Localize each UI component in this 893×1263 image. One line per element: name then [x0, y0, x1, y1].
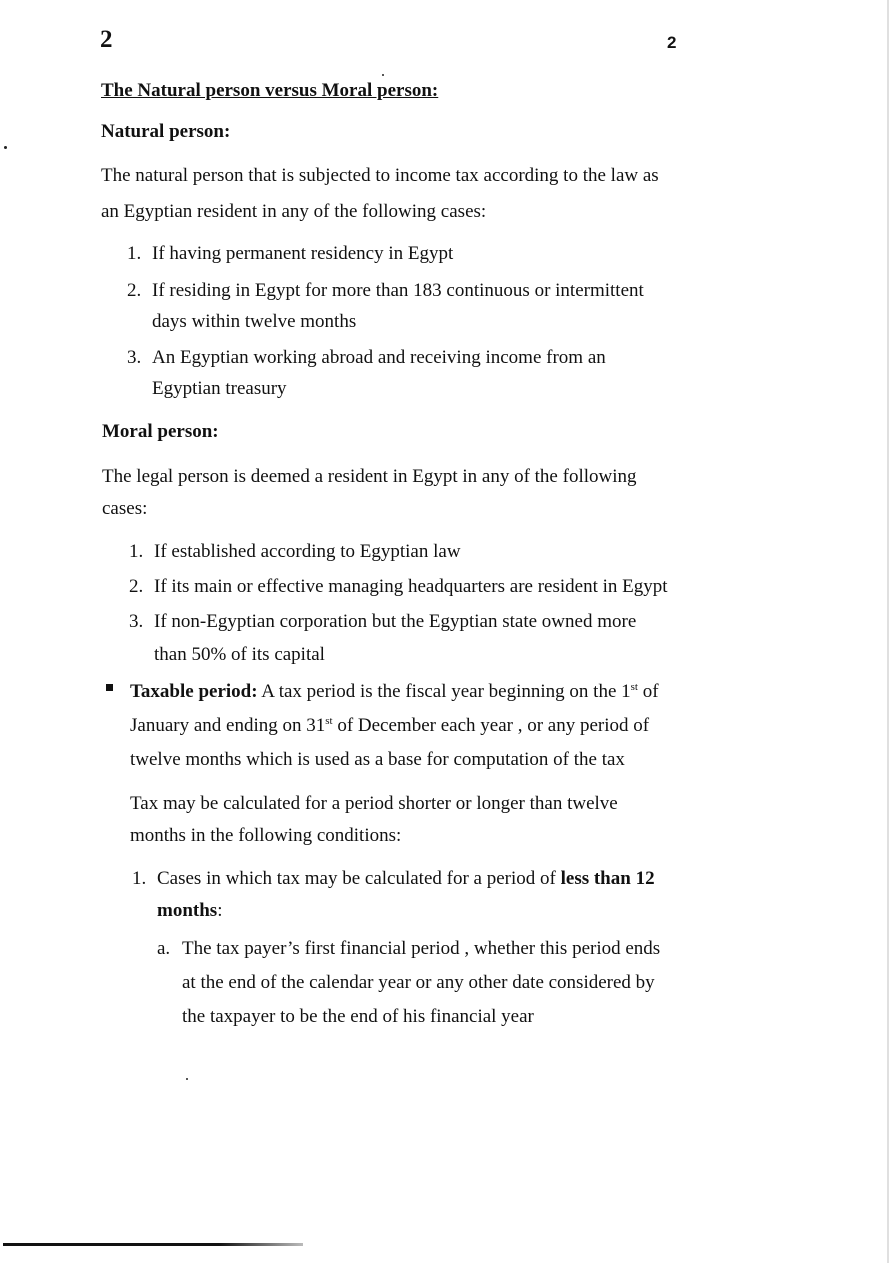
taxable-line-2 [130, 715, 649, 737]
list-text: If established according to Egyptian law [154, 541, 461, 562]
list-number: 3. [127, 347, 142, 368]
taxable-line-3: twelve months which is used as a base for computation of the tax [130, 749, 625, 770]
list-text: If non-Egyptian corporation but the Egyptian state owned more [154, 611, 637, 632]
list-number: 3. [129, 611, 144, 632]
list-text: If residing in Egypt for more than 183 continuous or intermittent [152, 280, 644, 301]
natural-item-2-cont: days within twelve months [152, 311, 357, 332]
moral-intro-line-1: The legal person is deemed a resident in Egypt in any of the following [102, 466, 637, 487]
natural-intro-line-1: The natural person that is subjected to income tax according to the law as [101, 165, 659, 186]
list-text: If its main or effective managing headquarters are resident in Egypt [154, 576, 668, 597]
superscript: st [325, 715, 333, 727]
sub-text: The tax payer’s first financial period , whether this period ends [182, 938, 661, 959]
page-number-right: 2 [667, 33, 677, 52]
natural-item-3 [127, 347, 606, 369]
page-number-left: 2 [100, 26, 113, 53]
moral-item-2 [129, 576, 668, 598]
sub-a-line-1 [157, 938, 660, 960]
scan-speck [186, 1078, 188, 1080]
taxable-text: A tax period is the fiscal year beginning on the 1 [257, 681, 631, 702]
bottom-rule [3, 1243, 303, 1246]
moral-item-1 [129, 541, 461, 563]
natural-person-title: Natural person: [101, 121, 231, 142]
taxable-text: of [637, 681, 659, 702]
list-number: 1. [132, 868, 147, 889]
scan-speck [4, 146, 7, 149]
natural-intro-line-2: an Egyptian resident in any of the following cases: [101, 201, 487, 222]
case-emphasis: months [157, 900, 218, 921]
list-letter: a. [157, 938, 171, 959]
case-text: Cases in which tax may be calculated for a period of [157, 868, 561, 889]
natural-item-2 [127, 280, 644, 302]
moral-intro-line-2: cases: [102, 498, 148, 519]
taxable-text: January and ending on 31 [130, 715, 326, 736]
list-number: 2. [129, 576, 144, 597]
list-number: 2. [127, 280, 142, 301]
sub-a-line-3: the taxpayer to be the end of his financial year [182, 1006, 534, 1027]
superscript: st [630, 681, 638, 693]
taxable-text: of December each year , or any period of [332, 715, 650, 736]
case-emphasis: less than 12 [560, 868, 655, 889]
bullet-square [106, 684, 113, 691]
right-page-edge [887, 0, 889, 1263]
case-colon: : [217, 900, 223, 921]
list-text: If having permanent residency in Egypt [152, 243, 454, 264]
section-heading: The Natural person versus Moral person: [101, 80, 439, 101]
moral-person-title: Moral person: [102, 421, 219, 442]
list-number: 1. [129, 541, 144, 562]
scan-speck [382, 74, 384, 76]
moral-item-3 [129, 611, 636, 633]
taxable-para2-line-2: months in the following conditions: [130, 825, 402, 846]
list-text: An Egyptian working abroad and receiving income from an [152, 347, 606, 368]
sub-a-line-2: at the end of the calendar year or any other date considered by [182, 972, 655, 993]
case-1-line-1 [132, 868, 655, 890]
moral-item-3-cont: than 50% of its capital [154, 644, 325, 665]
natural-item-1 [127, 243, 453, 265]
taxable-label: Taxable period: [130, 681, 258, 702]
natural-item-3-cont: Egyptian treasury [152, 378, 287, 399]
taxable-para2-line-1: Tax may be calculated for a period shorter or longer than twelve [130, 793, 618, 814]
case-1-line-2 [157, 900, 222, 922]
taxable-line-1 [130, 681, 659, 703]
list-number: 1. [127, 243, 142, 264]
